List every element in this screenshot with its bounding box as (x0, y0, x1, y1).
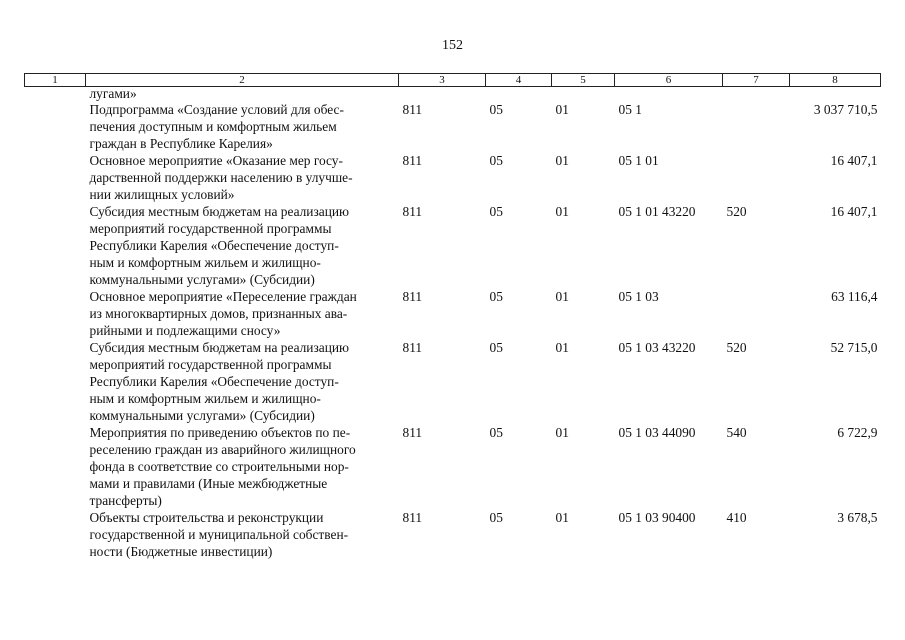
amount-cell: 63 116,4 (831, 289, 878, 304)
item-name-line: коммунальными услугами» (Субсидии) (89, 272, 315, 287)
column-header: 4 (486, 74, 552, 87)
expense-type-cell (723, 101, 790, 152)
item-name-line: государственной и муниципальной собствен- (89, 527, 349, 542)
row-number-cell (25, 339, 86, 424)
ministry-code-cell: 811 (402, 153, 423, 168)
item-name-cell (86, 339, 399, 424)
item-name-line: фонда в соответствие со строительными нор- (89, 459, 349, 474)
target-article-cell: 05 1 01 (618, 153, 659, 168)
amount-cell: 52 715,0 (830, 340, 878, 355)
table-row (25, 424, 881, 509)
subsection-code-cell: 01 (555, 204, 569, 219)
target-article-cell: 05 1 03 44090 (618, 425, 696, 440)
item-name-line: ным и комфортным жильем и жилищно- (89, 255, 321, 270)
expense-type-cell (723, 288, 790, 339)
target-article-cell: 05 1 03 (618, 289, 659, 304)
table-row (25, 101, 881, 152)
table-row (25, 152, 881, 203)
continuation-text: лугами» (89, 86, 137, 101)
item-name-line: Субсидия местным бюджетам на реализацию (89, 204, 350, 219)
column-header: 3 (399, 74, 486, 87)
table-row (25, 509, 881, 560)
item-name-line: трансферты) (89, 493, 162, 508)
amount-cell: 3 037 710,5 (813, 102, 878, 117)
table-row (25, 288, 881, 339)
row-number-cell (25, 101, 86, 152)
ministry-code-cell: 811 (402, 204, 423, 219)
column-header: 6 (615, 74, 723, 87)
subsection-code-cell: 01 (555, 153, 569, 168)
table-row (25, 203, 881, 288)
item-name-line: печения доступным и комфортным жильем (89, 119, 337, 134)
item-name-line: Основное мероприятие «Оказание мер госу- (89, 153, 343, 168)
amount-cell: 3 678,5 (837, 510, 878, 525)
page-number: 152 (442, 38, 463, 53)
section-code-cell: 05 (489, 204, 503, 219)
column-header: 7 (723, 74, 790, 87)
table-body (25, 87, 881, 561)
column-header: 8 (790, 74, 881, 87)
target-article-cell: 05 1 01 43220 (618, 204, 696, 219)
item-name-line: дарственной поддержки населению в улучше- (89, 170, 353, 185)
subsection-code-cell: 01 (555, 510, 569, 525)
ministry-code-cell: 811 (402, 425, 423, 440)
table-row (25, 339, 881, 424)
item-name-line: Основное мероприятие «Переселение граждан (89, 289, 357, 304)
ministry-code-cell: 811 (402, 340, 423, 355)
target-article-cell: 05 1 03 43220 (618, 340, 696, 355)
item-name-cell (86, 152, 399, 203)
amount-cell: 16 407,1 (830, 204, 878, 219)
column-header: 1 (25, 74, 86, 87)
section-code-cell: 05 (489, 510, 503, 525)
column-header: 5 (552, 74, 615, 87)
item-name-line: мероприятий государственной программы (89, 357, 332, 372)
item-name-line: коммунальными услугами» (Субсидии) (89, 408, 315, 423)
expense-type-cell: 520 (726, 340, 747, 355)
ministry-code-cell: 811 (402, 289, 423, 304)
column-header: 2 (86, 74, 399, 87)
item-name-line: из многоквартирных домов, признанных ава- (89, 306, 348, 321)
table-header (25, 74, 881, 87)
column-number-row (25, 74, 881, 87)
item-name-line: ным и комфортным жильем и жилищно- (89, 391, 321, 406)
subsection-code-cell: 01 (555, 289, 569, 304)
amount-cell: 6 722,9 (837, 425, 878, 440)
item-name-line: Республики Карелия «Обеспечение доступ- (89, 374, 339, 389)
item-name-line: мероприятий государственной программы (89, 221, 332, 236)
row-number-cell (25, 288, 86, 339)
subsection-code-cell: 01 (555, 425, 569, 440)
item-name-line: мами и правилами (Иные межбюджетные (89, 476, 328, 491)
expense-type-cell: 540 (726, 425, 747, 440)
item-name-line: рийными и подлежащими сносу» (89, 323, 281, 338)
section-code-cell: 05 (489, 153, 503, 168)
target-article-cell: 05 1 03 90400 (618, 510, 696, 525)
expense-type-cell: 520 (726, 204, 747, 219)
row-number-cell (25, 509, 86, 560)
section-code-cell: 05 (489, 425, 503, 440)
item-name-line: Мероприятия по приведению объектов по пе- (89, 425, 351, 440)
row-number-cell (25, 424, 86, 509)
item-name-line: Подпрограмма «Создание условий для обес- (89, 102, 344, 117)
item-name-line: граждан в Республике Карелия» (89, 136, 273, 151)
continuation-row (25, 87, 881, 102)
subsection-code-cell: 01 (555, 102, 569, 117)
item-name-line: Субсидия местным бюджетам на реализацию (89, 340, 350, 355)
item-name-line: реселению граждан из аварийного жилищного (89, 442, 356, 457)
item-name-line: Республики Карелия «Обеспечение доступ- (89, 238, 339, 253)
item-name-cell (86, 424, 399, 509)
expense-type-cell: 410 (726, 510, 747, 525)
target-article-cell: 05 1 (618, 102, 642, 117)
section-code-cell: 05 (489, 340, 503, 355)
item-name-line: нии жилищных условий» (89, 187, 235, 202)
ministry-code-cell: 811 (402, 102, 423, 117)
ministry-code-cell: 811 (402, 510, 423, 525)
subsection-code-cell: 01 (555, 340, 569, 355)
amount-cell: 16 407,1 (830, 153, 878, 168)
item-name-cell (86, 288, 399, 339)
budget-table (24, 73, 881, 560)
item-name-cell (86, 509, 399, 560)
expense-type-cell (723, 152, 790, 203)
item-name-line: ности (Бюджетные инвестиции) (89, 544, 273, 559)
item-name-line: Объекты строительства и реконструкции (89, 510, 324, 525)
section-code-cell: 05 (489, 102, 503, 117)
row-number-cell (25, 152, 86, 203)
row-number-cell (25, 203, 86, 288)
section-code-cell: 05 (489, 289, 503, 304)
item-name-cell (86, 203, 399, 288)
item-name-cell (86, 101, 399, 152)
